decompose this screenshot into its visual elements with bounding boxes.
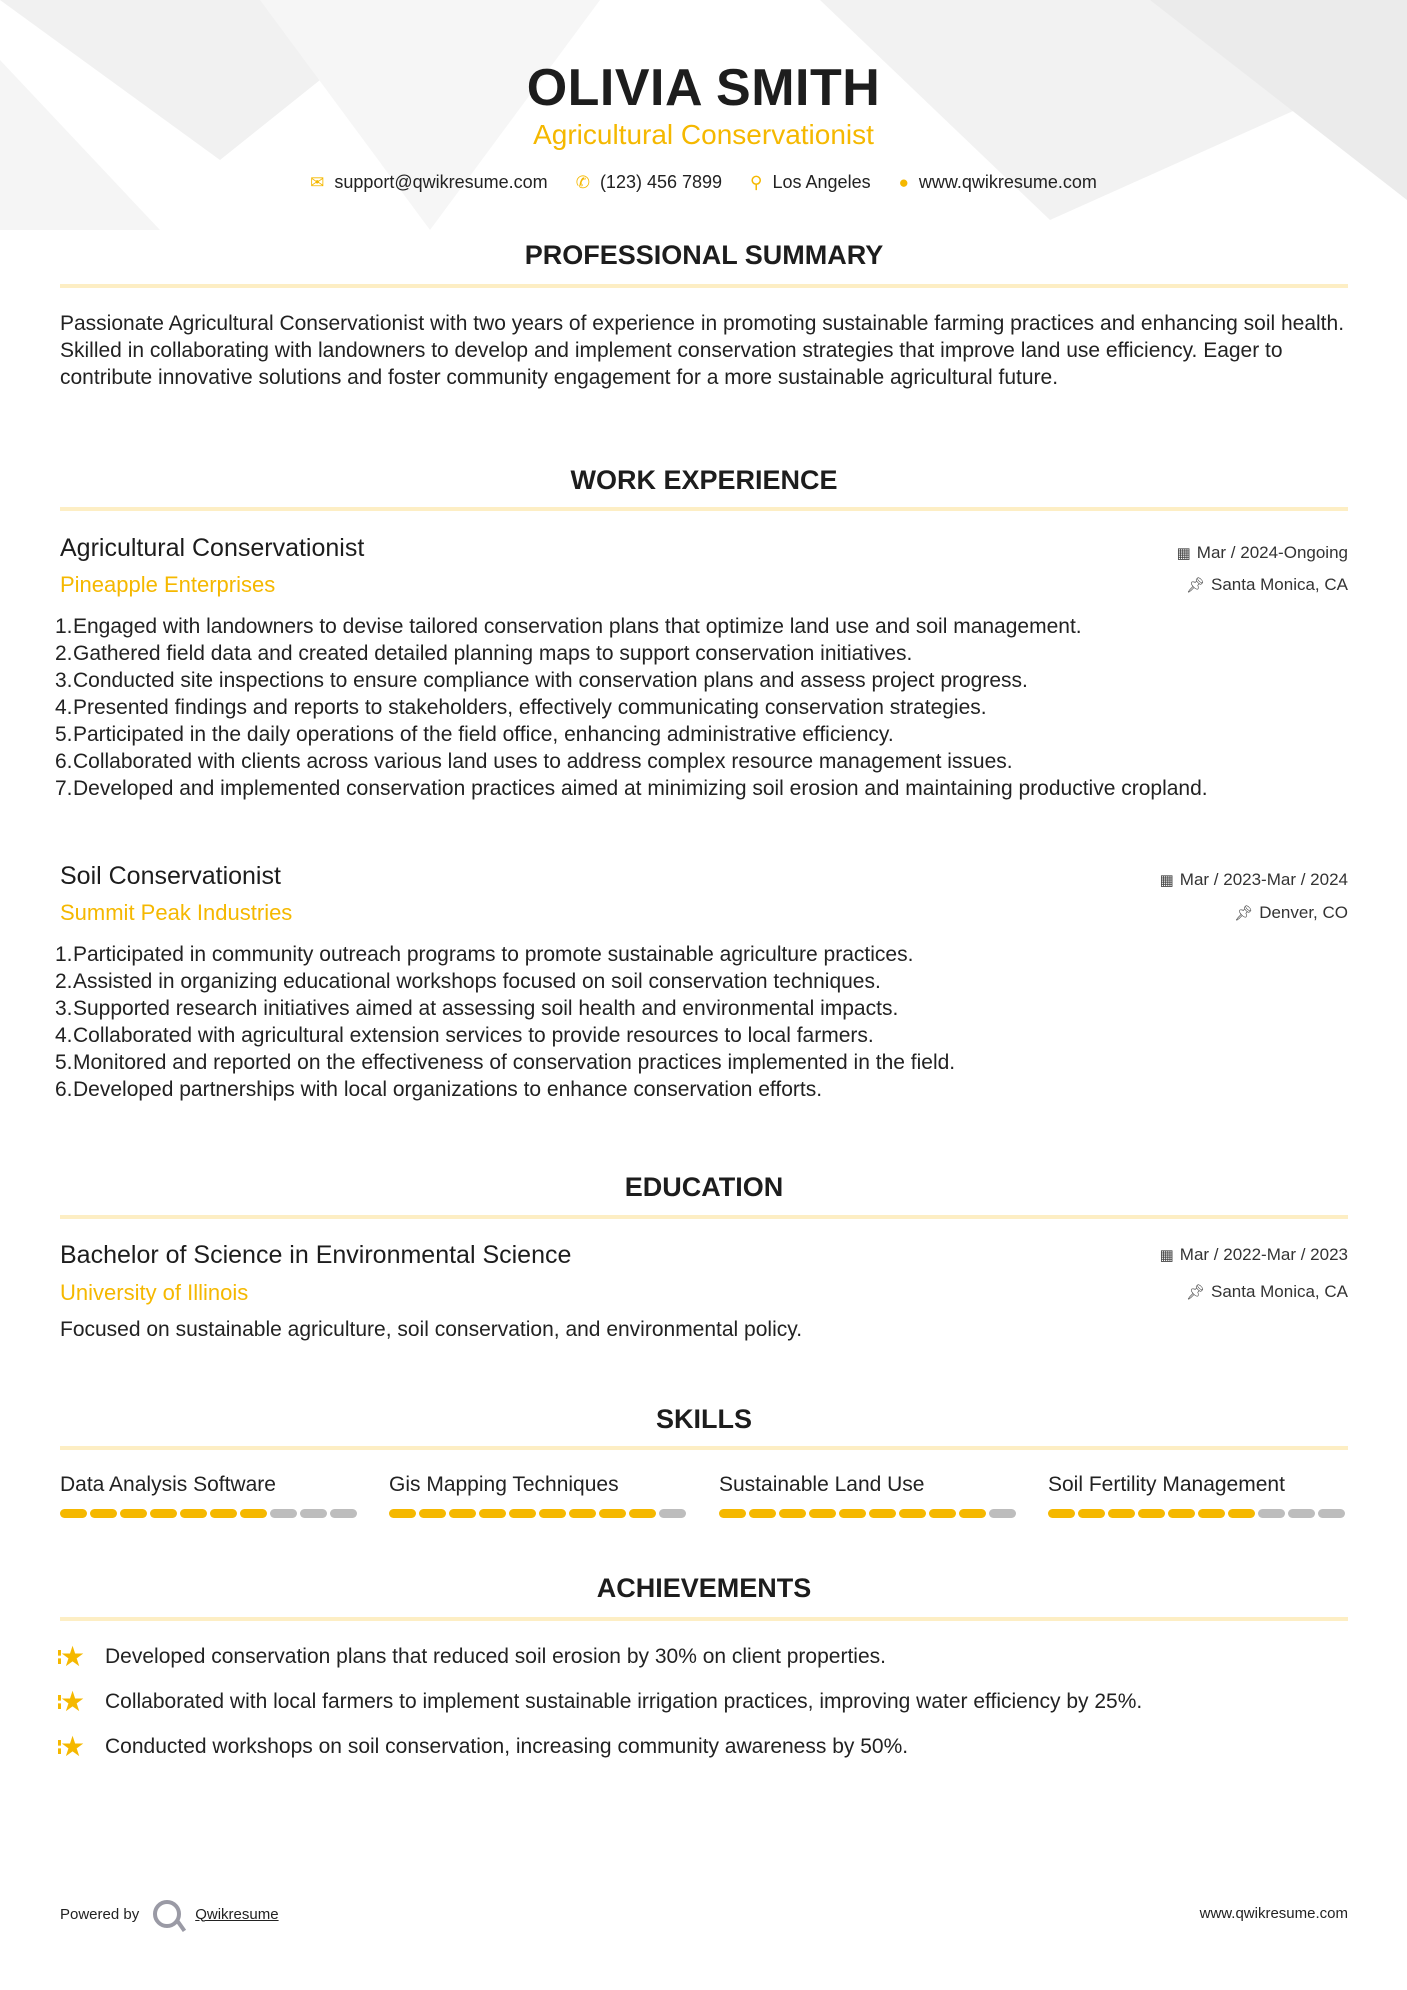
list-number: 7. — [55, 777, 73, 800]
qwikresume-link[interactable]: Qwikresume — [195, 1905, 279, 1923]
list-number: 5. — [55, 1051, 73, 1074]
list-item — [55, 721, 1348, 748]
list-item-text: Developed partnerships with local organizations to enhance conservation efforts. — [73, 1078, 823, 1101]
section-title-skills: SKILLS — [655, 1404, 752, 1434]
candidate-role: Agricultural Conservationist — [533, 119, 874, 150]
achievement-item — [60, 1685, 1142, 1718]
powered-by-label: Powered by — [60, 1905, 140, 1923]
skill-dot-filled — [150, 1509, 177, 1518]
section-title-achievements: ACHIEVEMENTS — [596, 1573, 812, 1603]
list-number: 6. — [55, 750, 73, 773]
section-divider — [60, 1215, 1348, 1219]
skill-dot-filled — [1048, 1509, 1075, 1518]
skill-dot-filled — [539, 1509, 566, 1518]
list-item — [55, 1049, 1348, 1076]
list-item-text: Presented findings and reports to stakeholders, effectively communicating conservation strategies. — [73, 696, 987, 719]
skill-dot-filled — [929, 1509, 956, 1518]
skill-dot-filled — [509, 1509, 536, 1518]
achievement-text: Collaborated with local farmers to implement sustainable irrigation practices, improving water efficiency by 25%. — [105, 1689, 1143, 1713]
list-item — [55, 968, 1348, 995]
envelope-icon: ✉ — [310, 172, 325, 192]
skill-dot-filled — [779, 1509, 806, 1518]
skill-dot-filled — [599, 1509, 626, 1518]
education-date-text: Mar / 2022-Mar / 2023 — [1179, 1245, 1348, 1264]
list-item — [55, 748, 1348, 775]
skill-name: Data Analysis Software — [60, 1473, 276, 1496]
skill-dot-filled — [419, 1509, 446, 1518]
skill-dot-filled — [210, 1509, 237, 1518]
skill-dot-empty — [659, 1509, 686, 1518]
footer-website[interactable]: www.qwikresume.com — [1199, 1905, 1348, 1922]
list-item-text: Participated in the daily operations of the field office, enhancing administrative efficiency. — [73, 723, 894, 746]
skill-item — [719, 1473, 1019, 1518]
skill-dot-filled — [1108, 1509, 1135, 1518]
skill-level-bar — [1048, 1509, 1348, 1518]
job-location-text: Santa Monica, CA — [1210, 575, 1348, 594]
job-location — [1234, 903, 1348, 923]
skill-item — [389, 1473, 689, 1518]
section-divider — [60, 1617, 1348, 1621]
skill-dot-filled — [60, 1509, 87, 1518]
list-number: 1. — [55, 615, 73, 638]
skill-dot-empty — [300, 1509, 327, 1518]
list-item — [55, 667, 1348, 694]
calendar-icon: ▦ — [1159, 1247, 1174, 1264]
job-responsibilities — [55, 613, 1348, 802]
skill-dot-filled — [1078, 1509, 1105, 1518]
skill-dot-filled — [719, 1509, 746, 1518]
skill-dot-filled — [749, 1509, 776, 1518]
skill-dot-filled — [569, 1509, 596, 1518]
skill-dot-filled — [629, 1509, 656, 1518]
qwikresume-logo-icon — [153, 1900, 181, 1928]
list-item-text: Supported research initiatives aimed at assessing soil health and environmental impacts. — [73, 997, 899, 1020]
list-number: 5. — [55, 723, 73, 746]
skill-name: Sustainable Land Use — [719, 1473, 925, 1496]
job-company: Pineapple Enterprises — [60, 572, 276, 597]
job-location-text: Denver, CO — [1259, 903, 1348, 922]
contact-email[interactable]: support@qwikresume.com — [334, 172, 548, 192]
skill-dot-empty — [1318, 1509, 1345, 1518]
pushpin-icon: 📌︎ — [1234, 905, 1254, 922]
map-marker-icon: ⚲ — [750, 172, 763, 192]
skill-dot-filled — [869, 1509, 896, 1518]
skill-level-bar — [389, 1509, 689, 1518]
skill-dot-filled — [1138, 1509, 1165, 1518]
calendar-icon: ▦ — [1159, 872, 1174, 889]
skill-dot-filled — [449, 1509, 476, 1518]
list-number: 2. — [55, 642, 73, 665]
skill-dot-filled — [389, 1509, 416, 1518]
footer-powered-by — [60, 1900, 279, 1928]
skill-dot-filled — [240, 1509, 267, 1518]
list-item-text: Gathered field data and created detailed planning maps to support conservation initiatives. — [73, 642, 913, 665]
list-item-text: Developed and implemented conservation practices aimed at minimizing soil erosion and maintaining productive cropland. — [73, 777, 1208, 800]
achievement-item — [60, 1640, 886, 1673]
section-title-education: EDUCATION — [624, 1172, 784, 1202]
phone-icon: ✆ — [575, 172, 590, 192]
education-date — [1160, 1245, 1348, 1265]
job-title: Agricultural Conservationist — [60, 534, 365, 562]
star-icon: ★ — [60, 1730, 105, 1763]
globe-icon: ● — [898, 172, 909, 192]
list-item-text: Collaborated with agricultural extension services to provide resources to local farmers. — [73, 1024, 874, 1047]
job-date — [1177, 543, 1348, 563]
list-item-text: Engaged with landowners to devise tailored conservation plans that optimize land use and soil management. — [73, 615, 1082, 638]
pushpin-icon: 📌︎ — [1185, 577, 1205, 594]
skill-dot-filled — [120, 1509, 147, 1518]
list-item — [55, 694, 1348, 721]
list-item — [55, 775, 1348, 802]
list-number: 2. — [55, 970, 73, 993]
skill-dot-filled — [959, 1509, 986, 1518]
section-divider — [60, 284, 1348, 288]
list-item-text: Conducted site inspections to ensure compliance with conservation plans and assess project progress. — [73, 669, 1028, 692]
skill-dot-empty — [1288, 1509, 1315, 1518]
star-icon: ★ — [60, 1640, 105, 1673]
star-icon: ★ — [60, 1685, 105, 1718]
skill-dot-empty — [270, 1509, 297, 1518]
skill-dot-filled — [1198, 1509, 1225, 1518]
list-number: 1. — [55, 943, 73, 966]
skill-dot-filled — [899, 1509, 926, 1518]
pushpin-icon: 📌︎ — [1185, 1284, 1205, 1301]
skill-dot-filled — [1228, 1509, 1255, 1518]
list-item — [55, 941, 1348, 968]
degree-title: Bachelor of Science in Environmental Science — [60, 1241, 572, 1269]
list-item — [55, 995, 1348, 1022]
achievement-item — [60, 1730, 908, 1763]
list-number: 3. — [55, 669, 73, 692]
list-number: 3. — [55, 997, 73, 1020]
list-item-text: Participated in community outreach programs to promote sustainable agriculture practices. — [73, 943, 914, 966]
education-location — [1186, 1282, 1348, 1302]
summary-text: Passionate Agricultural Conservationist with two years of experience in promoting sustainable farming practices and enhancing soil health. Skilled in collaborating with landowners to develop and implement conservation strategies that improve land use efficiency. Eager to contribute innovative solutions and foster community engagement for a more sustainable agricultural future. — [60, 312, 1345, 389]
skill-dot-empty — [1258, 1509, 1285, 1518]
section-title-summary: PROFESSIONAL SUMMARY — [524, 240, 884, 270]
list-item — [55, 640, 1348, 667]
skill-dot-filled — [839, 1509, 866, 1518]
contact-phone[interactable]: (123) 456 7899 — [599, 172, 723, 192]
skill-level-bar — [719, 1509, 1019, 1518]
achievement-text: Conducted workshops on soil conservation, increasing community awareness by 50%. — [105, 1734, 909, 1758]
job-title: Soil Conservationist — [60, 862, 281, 890]
skill-item — [1048, 1473, 1348, 1518]
contact-location: Los Angeles — [772, 172, 871, 192]
section-divider — [60, 1446, 1348, 1450]
job-responsibilities — [55, 941, 1348, 1103]
skill-dot-empty — [330, 1509, 357, 1518]
list-number: 6. — [55, 1078, 73, 1101]
skill-dot-filled — [1168, 1509, 1195, 1518]
education-location-text: Santa Monica, CA — [1210, 1282, 1348, 1301]
contact-row — [0, 172, 1407, 193]
job-date-text: Mar / 2023-Mar / 2024 — [1179, 870, 1348, 889]
school-name: University of Illinois — [60, 1280, 249, 1305]
job-company: Summit Peak Industries — [60, 900, 293, 925]
skill-dot-filled — [479, 1509, 506, 1518]
list-number: 4. — [55, 696, 73, 719]
skill-dot-filled — [809, 1509, 836, 1518]
calendar-icon: ▦ — [1176, 545, 1191, 562]
list-item-text: Collaborated with clients across various land uses to address complex resource management issues. — [73, 750, 1013, 773]
job-date — [1160, 870, 1348, 890]
list-item-text: Monitored and reported on the effectiveness of conservation practices implemented in the field. — [73, 1051, 956, 1074]
section-divider — [60, 507, 1348, 511]
achievement-text: Developed conservation plans that reduced soil erosion by 30% on client properties. — [105, 1644, 886, 1668]
skill-dot-filled — [90, 1509, 117, 1518]
contact-website[interactable]: www.qwikresume.com — [918, 172, 1097, 192]
section-title-experience: WORK EXPERIENCE — [570, 465, 838, 495]
job-date-text: Mar / 2024-Ongoing — [1196, 543, 1348, 562]
list-item — [55, 1076, 1348, 1103]
education-description: Focused on sustainable agriculture, soil conservation, and environmental policy. — [60, 1318, 803, 1341]
list-item — [55, 613, 1348, 640]
skill-dot-empty — [989, 1509, 1016, 1518]
skill-name: Gis Mapping Techniques — [389, 1473, 619, 1496]
skill-level-bar — [60, 1509, 360, 1518]
list-item-text: Assisted in organizing educational workshops focused on soil conservation techniques. — [73, 970, 881, 993]
list-number: 4. — [55, 1024, 73, 1047]
candidate-name: OLIVIA SMITH — [526, 59, 881, 117]
skill-dot-filled — [180, 1509, 207, 1518]
job-location — [1186, 575, 1348, 595]
skill-item — [60, 1473, 360, 1518]
list-item — [55, 1022, 1348, 1049]
skill-name: Soil Fertility Management — [1048, 1473, 1285, 1496]
